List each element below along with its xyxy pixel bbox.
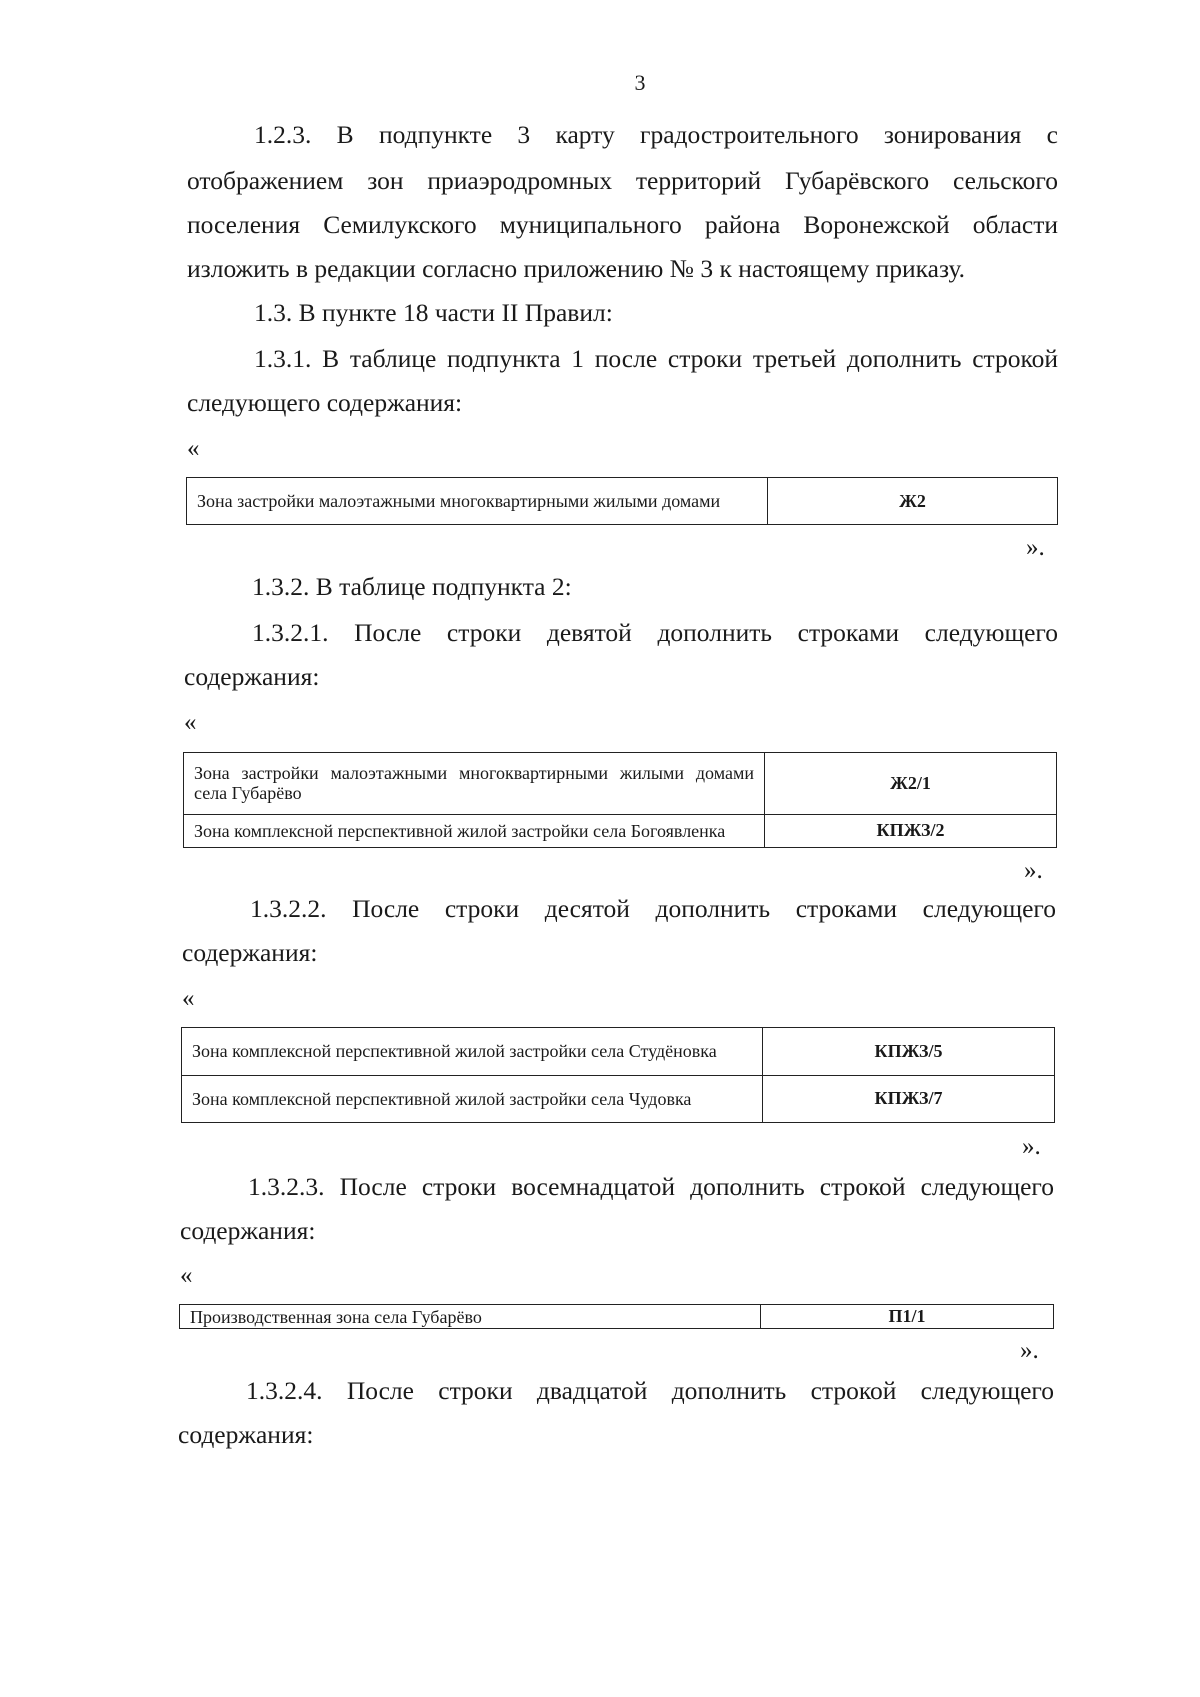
table-cell-label: Производственная зона села Губарёво xyxy=(180,1305,761,1329)
page-number: 3 xyxy=(634,70,646,95)
table-cell-code: КПЖЗ/5 xyxy=(763,1028,1055,1076)
paragraph-1-3-2-1-line-2: содержания: xyxy=(184,662,320,691)
paragraph-1-3-1-line-1: 1.3.1. В таблице подпункта 1 после строки третьей дополнить строкой xyxy=(254,344,1058,373)
table-cell-code: Ж2 xyxy=(768,478,1058,525)
paragraph-1-3-2-2-line-1: 1.3.2.2. После строки десятой дополнить строками следующего xyxy=(250,894,1056,923)
paragraph-1-3-2-2-line-2: содержания: xyxy=(182,938,318,967)
paragraph-1-2-3-line-1: 1.2.3. В подпункте 3 карту градостроительного зонирования с xyxy=(254,120,1058,149)
paragraph-1-2-3-line-2: отображением зон приаэродромных территорий Губарёвского сельского xyxy=(187,166,1058,195)
table-row xyxy=(182,1075,1055,1123)
table-cell-code: КПЖЗ/2 xyxy=(765,814,1057,847)
paragraph-1-3: 1.3. В пункте 18 части II Правил: xyxy=(254,298,613,327)
table-row xyxy=(180,1305,1054,1329)
quote-close-3: ». xyxy=(1022,1133,1041,1160)
table-1 xyxy=(186,477,1058,525)
quote-open-4: « xyxy=(180,1262,193,1289)
quote-close-2: ». xyxy=(1024,857,1043,884)
paragraph-1-3-2-1-line-1: 1.3.2.1. После строки девятой дополнить строками следующего xyxy=(252,618,1058,647)
paragraph-1-3-2-3-line-1: 1.3.2.3. После строки восемнадцатой дополнить строкой следующего xyxy=(248,1172,1054,1201)
table-cell-label: Зона застройки малоэтажными многоквартирными жилыми домами села Губарёво xyxy=(184,753,765,815)
paragraph-1-3-2-4-line-1: 1.3.2.4. После строки двадцатой дополнить строкой следующего xyxy=(246,1376,1054,1405)
table-cell-label: Зона комплексной перспективной жилой застройки села Студёновка xyxy=(182,1028,763,1076)
paragraph-1-2-3-line-3: поселения Семилукского муниципального района Воронежской области xyxy=(187,210,1058,239)
quote-open-2: « xyxy=(184,709,197,736)
table-2 xyxy=(183,752,1057,848)
table-cell-label: Зона комплексной перспективной жилой застройки села Богоявленка xyxy=(184,814,765,847)
table-row xyxy=(187,478,1058,525)
table-3 xyxy=(181,1027,1055,1123)
table-cell-label: Зона застройки малоэтажными многоквартирными жилыми домами xyxy=(187,478,768,525)
table-row xyxy=(182,1028,1055,1076)
table-row xyxy=(184,814,1057,847)
paragraph-1-3-1-line-2: следующего содержания: xyxy=(187,388,463,417)
table-row xyxy=(184,753,1057,815)
table-cell-code: П1/1 xyxy=(761,1305,1054,1329)
table-cell-code: Ж2/1 xyxy=(765,753,1057,815)
paragraph-1-3-2-4-line-2: содержания: xyxy=(178,1420,314,1449)
paragraph-1-3-2: 1.3.2. В таблице подпункта 2: xyxy=(252,572,572,601)
quote-close-4: ». xyxy=(1020,1337,1039,1364)
quote-close-1: ». xyxy=(1026,534,1045,561)
quote-open-1: « xyxy=(187,435,200,462)
paragraph-1-3-2-3-line-2: содержания: xyxy=(180,1216,316,1245)
table-4 xyxy=(179,1304,1054,1329)
quote-open-3: « xyxy=(182,985,195,1012)
table-cell-label: Зона комплексной перспективной жилой застройки села Чудовка xyxy=(182,1075,763,1123)
paragraph-1-2-3-line-4: изложить в редакции согласно приложению № 3 к настоящему приказу. xyxy=(187,254,966,283)
table-cell-code: КПЖЗ/7 xyxy=(763,1075,1055,1123)
